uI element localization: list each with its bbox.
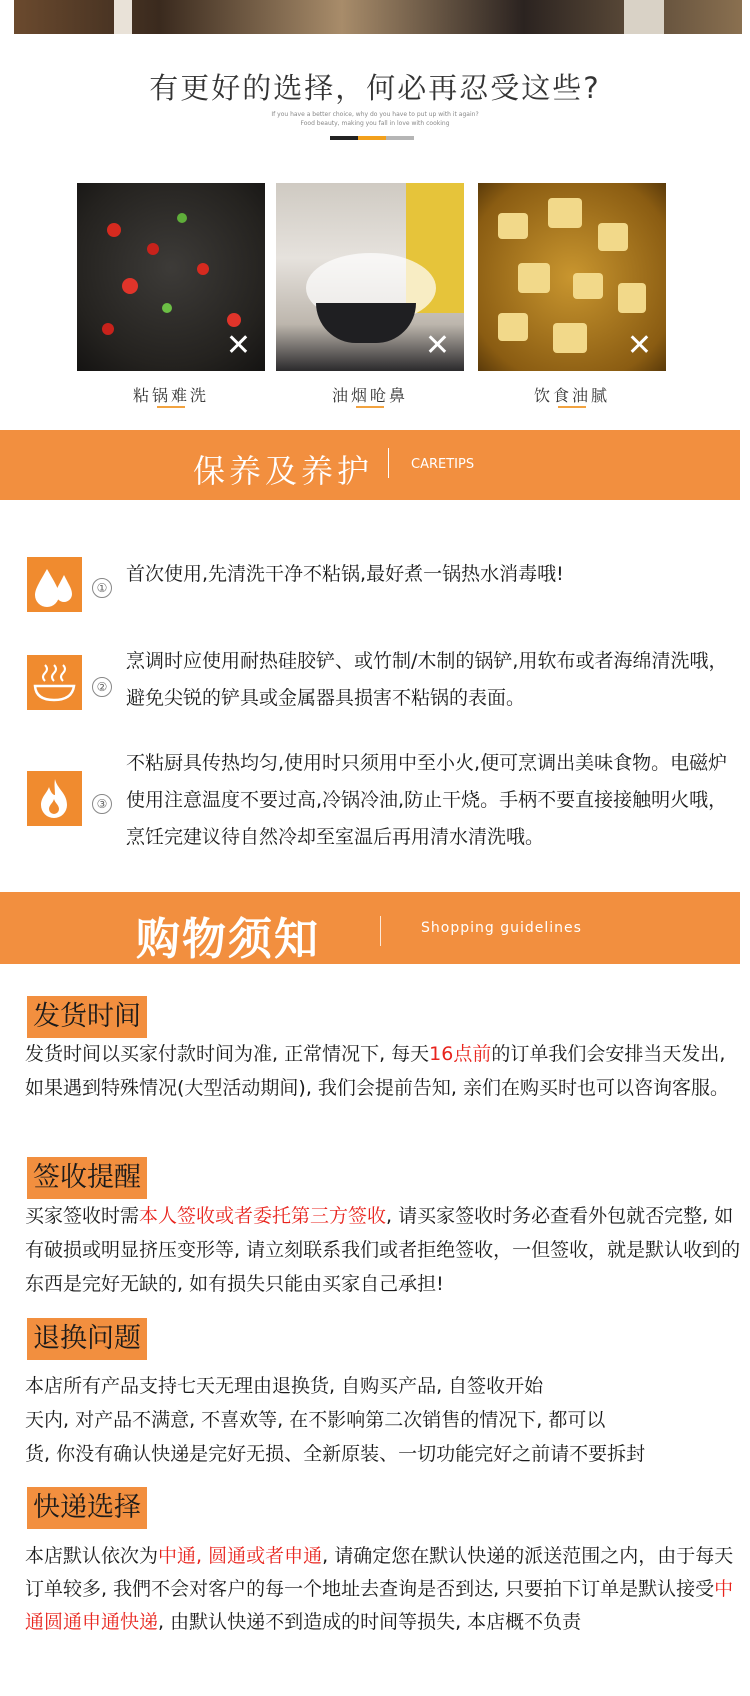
receipt-reminder-text: 买家签收时需本人签收或者委托第三方签收, 请买家签收时务必查看外包就否完整, 如有破损或明显挤压变形等, 请立刻联系我们或者拒绝签收，一但签收，就是默认收到的东西是完好无缺的, 如有损失只能由买家自己承担! bbox=[25, 1205, 741, 1295]
shopping-banner-title: 购物须知 bbox=[136, 914, 320, 965]
caption-sticky-pan: 粘锅难洗 bbox=[132, 386, 209, 405]
top-photo-strip bbox=[14, 0, 742, 34]
caption-underline bbox=[356, 406, 384, 408]
smoky-wok-photo bbox=[276, 183, 464, 371]
close-mark-icon: ✕ bbox=[225, 328, 251, 363]
delivery-cutoff-highlight: 16点前 bbox=[429, 1043, 492, 1065]
accepted-couriers-highlight: 中通圆通申通快递 bbox=[25, 1578, 734, 1633]
shopping-guide-banner bbox=[0, 892, 740, 964]
signer-highlight: 本人签收或者委托第三方签收 bbox=[139, 1205, 387, 1227]
courier-choice-tag: 快递选择 bbox=[27, 1487, 147, 1529]
tip-text: 烹调时应使用耐热硅胶铲、或竹制/木制的锅铲,用软布或者海绵清洗哦，避免尖锐的铲具或金属器具损害不粘锅的表面。 bbox=[126, 650, 728, 709]
tip-number: ① bbox=[92, 578, 112, 598]
delivery-time-tag: 发货时间 bbox=[27, 996, 147, 1038]
tip-number: ③ bbox=[92, 794, 112, 814]
care-tips-banner bbox=[0, 430, 740, 500]
decorative-color-bar bbox=[330, 136, 414, 140]
intro-subtitle: If you have a better choice, why do you have to put up with it again? Food beauty, making you fall in love with cooking bbox=[271, 111, 479, 127]
care-banner-subtitle: CARETIPS bbox=[411, 457, 475, 472]
caption-oily-smoke: 油烟呛鼻 bbox=[331, 386, 408, 405]
default-couriers-highlight: 中通, 圆通或者申通 bbox=[158, 1545, 323, 1567]
caption-underline bbox=[558, 406, 586, 408]
steaming-bowl-icon bbox=[27, 655, 82, 710]
tip-number: ② bbox=[92, 677, 112, 697]
sticky-pan-photo bbox=[77, 183, 265, 371]
receipt-reminder-tag: 签收提醒 bbox=[27, 1157, 147, 1199]
returns-text: 本店所有产品支持七天无理由退换货, 自购买产品, 自签收开始 天内, 对产品不满意, 不喜欢等, 在不影响第二次销售的情况下, 都可以 货, 你没有确认快递是完好无损、全新原装、一切功能完好之前请不要拆封 bbox=[25, 1375, 646, 1465]
delivery-time-text: 发货时间以买家付款时间为准, 正常情况下, 每天16点前的订单我们会安排当天发出, 如果遇到特殊情况(大型活动期间), 我们会提前告知, 亲们在购买时也可以咨询客服。 bbox=[25, 1043, 729, 1099]
returns-tag: 退换问题 bbox=[27, 1318, 147, 1360]
tip-text: 不粘厨具传热均匀,使用时只须用中至小火,便可烹调出美味食物。电磁炉使用注意温度不要过高,冷锅冷油,防止干烧。手柄不要直接接触明火哦，烹饪完建议待自然冷却至室温后再用清水清洗哦。 bbox=[126, 752, 728, 848]
caption-underline bbox=[157, 406, 185, 408]
close-mark-icon: ✕ bbox=[424, 328, 450, 363]
flame-icon bbox=[27, 771, 82, 826]
care-banner-title: 保养及养护 bbox=[193, 452, 374, 490]
intro-heading: 有更好的选择，何必再忍受这些? bbox=[149, 71, 601, 105]
close-mark-icon: ✕ bbox=[626, 328, 652, 363]
greasy-fried-food-photo bbox=[478, 183, 666, 371]
caption-greasy-food: 饮食油腻 bbox=[533, 386, 610, 405]
courier-choice-text: 本店默认依次为中通, 圆通或者申通, 请确定您在默认快递的派送范围之内，由于每天订单较多, 我們不会对客户的每一个地址去查询是否到达, 只要拍下订单是默认接受中通圆通申通快递, 由默认快递不到造成的时间等损失, 本店概不负责 bbox=[25, 1545, 734, 1633]
tip-text: 首次使用,先清洗干净不粘锅,最好煮一锅热水消毒哦! bbox=[126, 563, 564, 585]
shopping-banner-subtitle: Shopping guidelines bbox=[421, 920, 582, 936]
water-drops-icon bbox=[27, 557, 82, 612]
